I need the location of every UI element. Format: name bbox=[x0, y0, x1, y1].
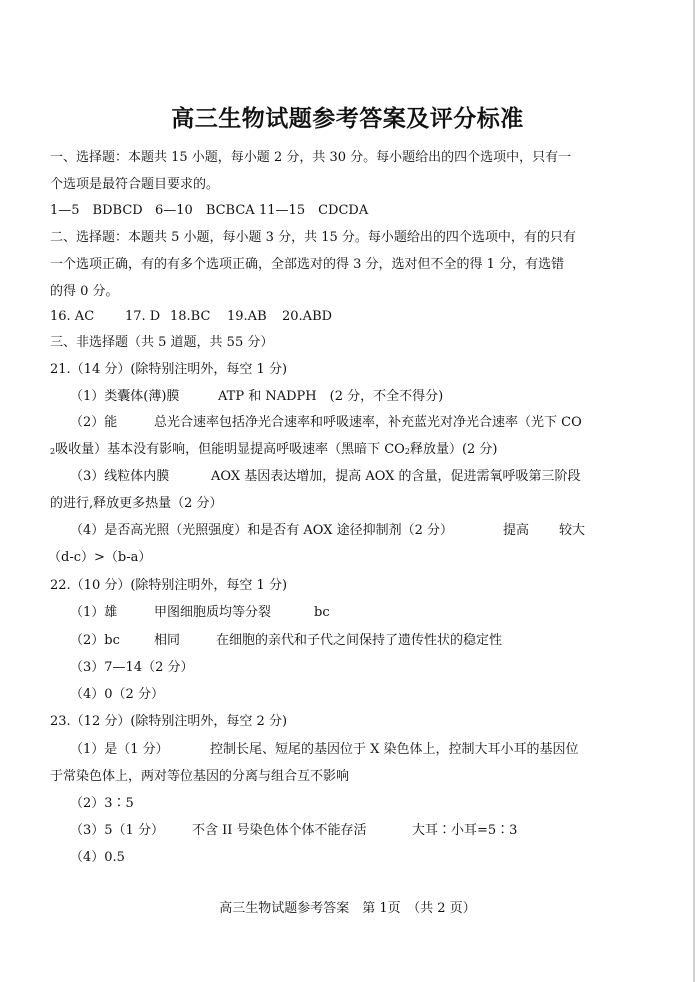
q22-part3: （3）7—14（2 分） bbox=[70, 660, 194, 675]
q22-part2 bbox=[70, 631, 502, 651]
answer-group-1-5: 1—5 BDBCD bbox=[50, 203, 143, 218]
answer-16: 16. AC bbox=[50, 309, 95, 324]
q23-part4: （4）0.5 bbox=[70, 850, 125, 865]
q22-part2-answer-a: （2）bc bbox=[70, 633, 120, 648]
q21-part1-answer-b: ATP 和 NADPH (2 分，不全不得分) bbox=[218, 389, 444, 404]
q21-part2-answer-a: （2）能 bbox=[70, 415, 118, 430]
section2-header-line2: 一个选项正确，有的有多个选项正确，全部选对的得 3 分，选对但不全的得 1 分，有选错 bbox=[50, 257, 565, 272]
q21-part2 bbox=[70, 413, 582, 433]
answer-18: 18.BC bbox=[170, 309, 211, 324]
q22-part2-answer-b: 相同 bbox=[154, 633, 181, 648]
answer-20: 20.ABD bbox=[282, 309, 333, 324]
q21-part1-answer-a: （1）类囊体(薄)膜 bbox=[70, 389, 180, 404]
q23-heading: 23.（12 分）(除特别注明外，每空 2 分) bbox=[50, 714, 288, 729]
q23-part3-answer-c: 大耳∶小耳=5∶3 bbox=[412, 823, 518, 838]
q21-part3-answer-b: AOX 基因表达增加，提高 AOX 的含量，促进需氧呼吸第三阶段 bbox=[211, 469, 581, 484]
co2-subscript: 2 bbox=[404, 447, 410, 456]
q22-part1-answer-a: （1）雄 bbox=[70, 605, 118, 620]
section2-answers bbox=[50, 307, 332, 327]
q21-part2-continued bbox=[50, 440, 498, 462]
section1-header-line2: 个选项是最符合题目要求的。 bbox=[50, 177, 220, 192]
q21-heading: 21.（14 分）(除特别注明外，每空 1 分) bbox=[50, 362, 288, 377]
q21-part1 bbox=[70, 387, 443, 407]
q22-part1-answer-b: 甲图细胞质均等分裂 bbox=[154, 605, 272, 620]
q21-part4-answer-c: 较大 bbox=[559, 523, 586, 538]
q21-part4-answer-a: （4）是否高光照（光照强度）和是否有 AOX 途径抑制剂（2 分） bbox=[70, 523, 454, 538]
section1-header-line1: 一、选择题：本题共 15 小题，每小题 2 分，共 30 分。每小题给出的四个选项中，只有一 bbox=[50, 150, 572, 165]
answer-19: 19.AB bbox=[227, 309, 267, 324]
answer-group-11-15: 11—15 CDCDA bbox=[259, 203, 369, 218]
q22-part2-answer-c: 在细胞的亲代和子代之间保持了遗传性状的稳定性 bbox=[216, 633, 503, 648]
q22-part4: （4）0（2 分） bbox=[70, 687, 164, 702]
q23-part3-answer-b: 不含 II 号染色体个体不能存活 bbox=[192, 823, 367, 838]
document-title: 高三生物试题参考答案及评分标准 bbox=[171, 106, 524, 132]
q23-part1-answer-b: 控制长尾、短尾的基因位于 X 染色体上，控制大耳小耳的基因位 bbox=[210, 742, 579, 757]
q21-part2-text-end: 释放量）(2 分) bbox=[409, 442, 498, 457]
q23-part2: （2）3∶5 bbox=[70, 796, 134, 811]
q23-part3-answer-a: （3）5（1 分） bbox=[70, 823, 164, 838]
q21-part4 bbox=[70, 521, 585, 541]
q23-part1 bbox=[70, 740, 579, 760]
q23-part1-answer-a: （1）是（1 分） bbox=[70, 742, 169, 757]
co2-subscript: 2 bbox=[50, 447, 56, 456]
q22-part1-answer-c: bc bbox=[314, 605, 330, 620]
q23-part3 bbox=[70, 821, 517, 841]
q21-part3-continued: 的进行,释放更多热量（2 分） bbox=[50, 496, 223, 511]
q21-part4-continued: （d-c）>（b-a） bbox=[48, 550, 152, 565]
q22-heading: 22.（10 分）(除特别注明外，每空 1 分) bbox=[50, 578, 288, 593]
q21-part2-answer-b: 总光合速率包括净光合速率和呼吸速率，补充蓝光对净光合速率（光下 CO bbox=[154, 415, 582, 430]
q21-part4-answer-b: 提高 bbox=[503, 523, 530, 538]
q21-part3 bbox=[70, 467, 581, 487]
q21-part2-text: 吸收量）基本没有影响，但能明显提高呼吸速率（黑暗下 CO bbox=[55, 442, 405, 457]
section2-header-line3: 的得 0 分。 bbox=[50, 284, 119, 299]
section2-header-line1: 二、选择题：本题共 5 小题，每小题 3 分，共 15 分。每小题给出的四个选项中，有的只有 bbox=[50, 230, 576, 245]
section3-header: 三、非选择题（共 5 道题，共 55 分） bbox=[50, 335, 274, 350]
q23-part1-continued: 于常染色体上，两对等位基因的分离与组合互不影响 bbox=[50, 769, 350, 784]
q21-part3-answer-a: （3）线粒体内膜 bbox=[70, 469, 170, 484]
answer-group-6-10: 6—10 BCBCA bbox=[155, 203, 255, 218]
q22-part1 bbox=[70, 603, 330, 623]
answer-17: 17. D bbox=[125, 309, 161, 324]
page-footer: 高三生物试题参考答案 第 1页 （共 2 页） bbox=[219, 901, 476, 916]
section1-answers bbox=[50, 201, 368, 221]
